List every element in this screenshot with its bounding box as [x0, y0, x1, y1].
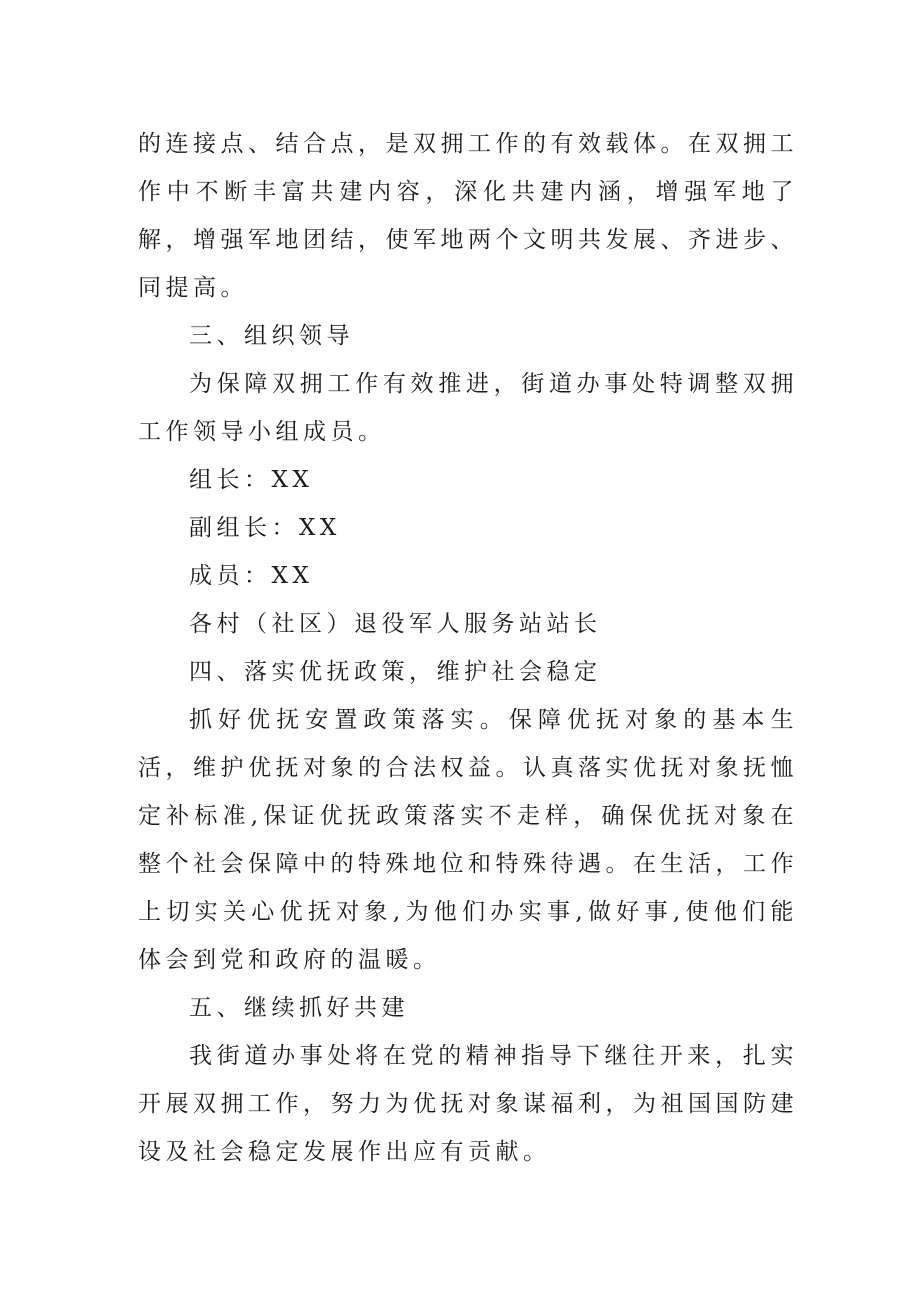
paragraph-policy: 抓好优抚安置政策落实。保障优抚对象的基本生活，维护优抚对象的合法权益。认真落实优抚对象抚恤定补标准,保证优抚政策落实不走样，确保优抚对象在整个社会保障中的特殊地位和特殊待遇。在生活，工作上切实关心优抚对象,为他们办实事,做好事,使他们能体会到党和政府的温暖。 — [138, 707, 798, 973]
deputy-leader-line: 副组长：XX — [189, 515, 341, 541]
members-line: 成员：XX — [189, 563, 314, 589]
paragraph-cobuild: 我街道办事处将在党的精神指导下继往开来，扎实开展双拥工作，努力为优抚对象谋福利，为祖国国防建设及社会稳定发展作出应有贡献。 — [138, 1043, 798, 1165]
section-heading-policy: 四、落实优抚政策，维护社会稳定 — [189, 659, 602, 685]
section-heading-cobuild: 五、继续抓好共建 — [189, 995, 409, 1021]
paragraph-continuation: 的连接点、结合点，是双拥工作的有效载体。在双拥工作中不断丰富共建内容，深化共建内涵，增强军地了解，增强军地团结，使军地两个文明共发展、齐进步、同提高。 — [138, 131, 798, 301]
paragraph-organization: 为保障双拥工作有效推进，街道办事处特调整双拥工作领导小组成员。 — [138, 371, 798, 445]
document-body — [138, 120, 798, 1176]
members-extra-line: 各村（社区）退役军人服务站站长 — [189, 611, 602, 637]
leader-line: 组长：XX — [189, 467, 314, 493]
section-heading-organization: 三、组织领导 — [189, 323, 354, 349]
